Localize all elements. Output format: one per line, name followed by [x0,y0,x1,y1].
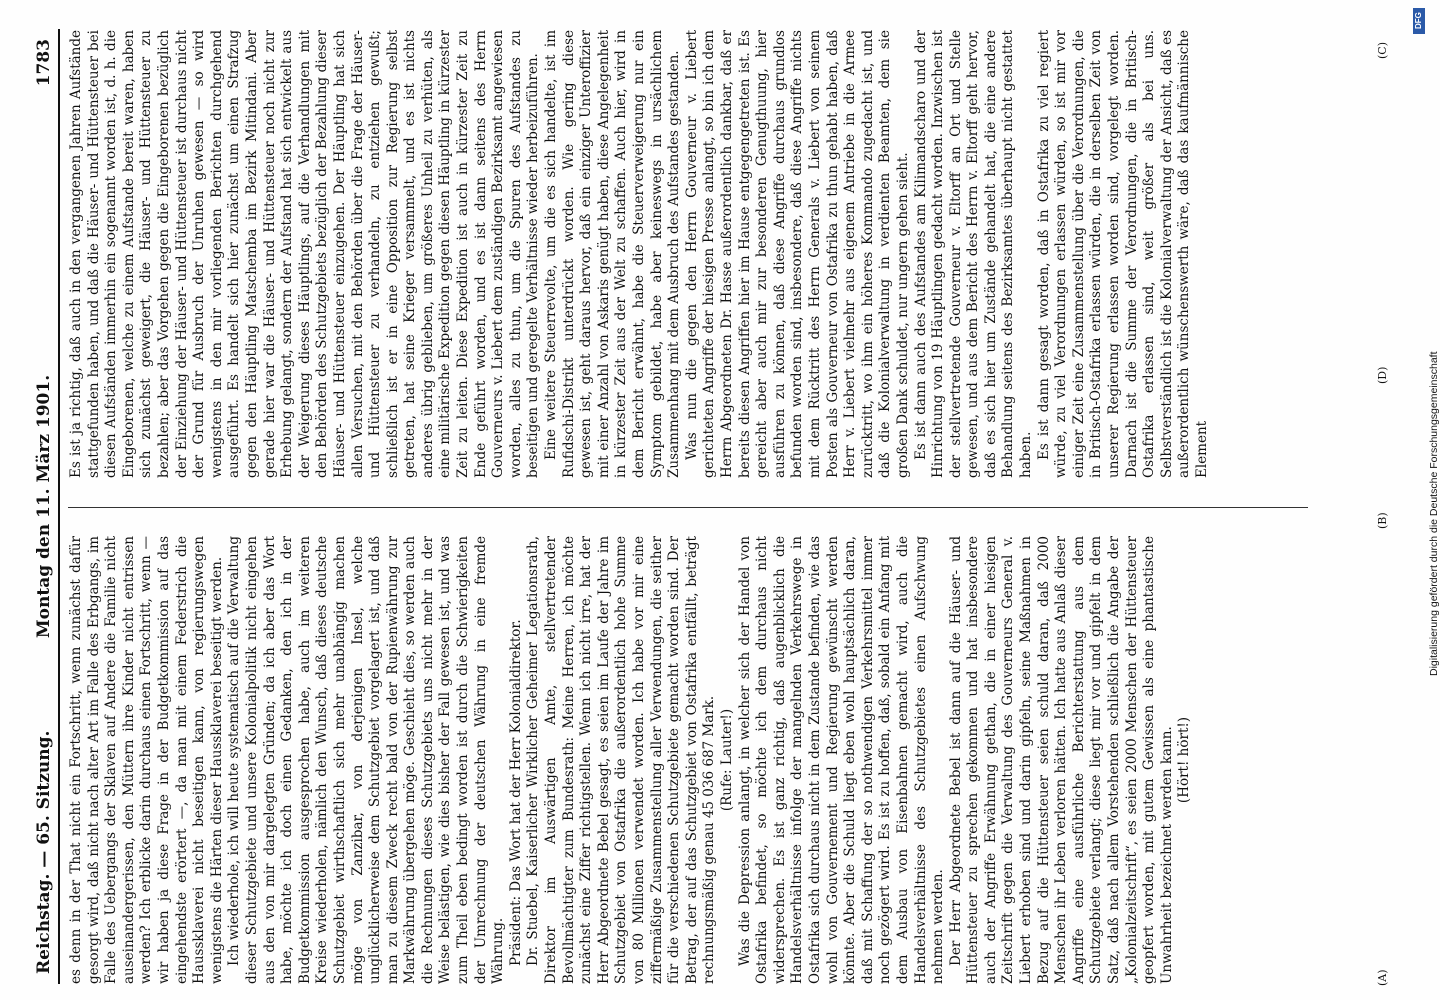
margin-marker-c: (C) [1376,42,1389,59]
interjection: (Hört! hört!) [1176,716,1193,804]
paragraph: Es ist dann auch des Aufstandes am Kilimandscharo und der Hinrichtung von 19 Häuptlingen gedacht worden. Inzwischen ist der stellvertretende Gouverneur v. Eltorff an Ort und Stelle gewesen, und aus dem Bericht des Herrn v. Eltorff geht hervor, daß es sich hier um Zustände gehandelt hat, die eine andere Behandlung seitens des Bezirksamtes überhaupt nicht gestattet haben. [912,30,1035,478]
dfg-logo: DFG [1413,8,1425,34]
paragraph: Es ist dann gesagt worden, daß in Ostafrika zu viel regiert würde, zu viel Verordnungen erlassen würden, so ist mir vor einiger Zeit eine Zusammenstellung über die Verordnungen, die in Britisch-Ostafrika erlassen würden, die in derselben Zeit von unserer Regierung erlassen worden sind, vorgelegt worden. Darnach ist die Summe der Verordnungen, die in Britisch-Ostafrika erlassen sind, weit größer als bei uns. Selbstverständlich ist die Kolonialverwaltung der Ansicht, daß es außerordentlich wünschenswerth wäre, daß das kaufmännische Element [1035,30,1210,478]
right-column [68,30,1368,478]
paragraph: es denn in der That nicht ein Fortschritt, wenn zunächst dafür gesorgt wird, daß nicht nach alter Art im Falle des Erbgangs, im Falle des Uebergangs der Sklaven auf Andere die Familie nicht auseinandergerissen, den Müttern ihre Kinder nicht entrissen werden? Ich erblicke darin durchaus einen Fortschritt, wenn — wir haben ja diese Frage in der Budgetkommission auf das eingehendste erörtert —, da man mit einem Federstrich die Haussklaverei nicht beseitigen kann, von regierungswegen wenigstens die Härten dieser Haussklaverei beseitigt werden. [68,536,225,984]
page-number: 1783 [34,39,54,87]
paragraph: Dr. Stuebel, Kaiserlicher Wirklicher Geheimer Legationsrath, Direktor im Auswärtigen Amte, stellvertretender Bevollmächtigter zum Bundesrath: Meine Herren, ich möchte zunächst eine Ziffer richtigstellen. Wenn ich nicht irre, hat der Herr Abgeordnete Bebel gesagt, es seien im Laufe der Jahre im Schutzgebiet von Ostafrika die außerordentlich hohe Summe von 80 Millionen verwendet worden. Ich habe vor mir eine ziffermäßige Zusammenstellung aller Verwendungen, die seither für die verschiedenen Schutzgebiete gemacht worden sind. Der Betrag, der auf das Schutzgebiet von Ostafrika entfällt, beträgt rechnungsmäßig genau 45 036 687 Mark. [525,536,718,984]
paragraph: Es ist ja richtig, daß auch in den vergangenen Jahren Aufstände stattgefunden haben, und daß die Häuser- und Hüttensteuer bei diesen Aufständen immerhin ein sogenannt worden ist, d. h. die Eingeborenen, welche zu einem Aufstande bereit waren, haben sich zunächst geweigert, die Häuser- und Hüttensteuer zu bezahlen; aber das Vorgehen gegen die Eingeborenen bezüglich der Einziehung der Häuser- und Hüttensteuer ist durchaus nicht der Grund für Ausbruch der Unruhen gewesen — so wird wenigstens in den mir vorliegenden Berichten durchgehend ausgeführt. Es handelt sich hier zunächst um einen Strafzug gegen den Häuptling Matschemba im Bezirk Mitindani. Aber gerade hier war die Häuser- und Hüttensteuer noch nicht zur Erhebung gelangt, sondern der Aufstand hat sich entwickelt aus der Weigerung dieses Häuptlings, auf die Verhandlungen mit den Behörden des Schutzgebiets bezüglich der Bezahlung dieser Häuser- und Hüttensteuer einzugehen. Der Häuptling hat sich allen Versuchen, mit den Behörden über die Frage der Häuser- und Hüttensteuer zu verhandeln, zu entziehen gewußt; schließlich ist er in eine Opposition zur Regierung selbst getreten, hat seine Krieger versammelt, und es ist nichts anderes übrig geblieben, um größeres Unheil zu verhüten, als eine militärische Expedition gegen diesen Häuptling in kürzester Zeit zu leiten. Diese Expedition ist auch in kürzester Zeit zu Ende geführt worden, und es ist dann seitens des Herrn Gouverneurs v. Liebert dem zuständigen Bezirksamt angewiesen worden, alles zu thun, um die Spuren des Aufstandes zu beseitigen und geregelte Verhältnisse wieder herbeizuführen. [68,30,542,478]
column-rule [68,507,1308,508]
page-content [24,29,1394,984]
margin-marker-a: (A) [1376,969,1389,986]
paragraph: Eine weitere Steuerrevolte, um die es sich handelte, ist im Rufidschi-Distrikt unterdrückt worden. Wie gering diese gewesen ist, geht daraus hervor, daß ein einziger Unteroffizier mit einer Anzahl von Askaris genügt haben, diese Angelegenheit in kürzester Zeit aus der Welt zu schaffen. Auch hier, wird in dem Bericht erwähnt, habe die Steuerverweigerung nur ein Symptom gebildet, habe aber keineswegs in ursächlichem Zusammenhang mit dem Ausbruch des Aufstandes gestanden. [543,30,683,478]
interjection: (Rufe: Lauter!) [718,708,735,812]
paragraph: Der Herr Abgeordnete Bebel ist dann auf die Häuser- und Hüttensteuer zu sprechen gekommen und hat insbesondere auch der Angriffe Erwähnung gethan, die in einer hiesigen Zeitschrift gegen die Verwaltung des Gouverneurs General v. Liebert erhoben sind und darin gipfeln, seine Maßnahmen in Bezug auf die Hüttensteuer seien schuld daran, daß 2000 Menschen ihr Leben verloren hätten. Ich hatte aus Anlaß dieser Angriffe eine ausführliche Berichterstattung aus dem Schutzgebiete verlangt; diese liegt mir vor und gipfelt in dem Satz, daß nach allem Vorstehenden schließlich die Angabe der „Kolonialzeitschrift“, es seien 2000 Menschen der Hüttensteuer geopfert worden, mit gutem Gewissen als eine phantastische Unwahrheit bezeichnet werden kann. [947,536,1175,984]
margin-marker-d: (D) [1376,366,1389,384]
digitization-credit: Digitalisierung gefördert durch die Deutsche Forschungsgemeinschaft [1428,351,1440,676]
paragraph: Was nun die gegen den Herrn Gouverneur v. Liebert gerichteten Angriffe der hiesigen Presse anlangt, so bin ich dem Herrn Abgeordneten Dr. Hasse außerordentlich dankbar, daß er bereits diesen Angriffen hier im Hause entgegengetreten ist. Es gereicht aber auch mir zur besonderen Genugthuung, hier ausführen zu können, daß diese Angriffe durchaus grundlos befunden worden sind, insbesondere, daß diese Angriffe nichts mit dem Rücktritt des Herrn Generals v. Liebert von seinem Posten als Gouverneur von Ostafrika zu thun gehabt haben, daß Herr v. Liebert vielmehr aus eigenem Antriebe in die Armee zurücktritt, wo ihm ein höheres Kommando zugedacht ist, und daß die Kolonialverwaltung in verdienten Beamten, dem sie großen Dank schuldet, nur ungern gehen sieht. [683,30,911,478]
left-column [68,536,1368,984]
speaker-line: Präsident: Das Wort hat der Herr Kolonialdirektor. [507,619,524,966]
running-header [24,29,60,984]
header-left: Reichstag. — 65. Sitzung. [34,730,54,974]
paragraph: Was die Depression anlangt, in welcher sich der Handel von Ostafrika befindet, so möchte ich dem durchaus nicht widersprechen. Es ist ganz richtig, daß augenblicklich die Handelsverhältnisse infolge der mangelnden Verkehrswege in Ostafrika sich durchaus nicht in dem Zustande befinden, wie das wohl von Gouvernement und Regierung gewünscht werden könnte. Aber die Schuld liegt eben wohl hauptsächlich daran, daß mit Schaffung der so nothwendigen Verkehrsmittel immer noch gezögert wird. Es ist zu hoffen, daß, sobald ein Anfang mit dem Ausbau von Eisenbahnen gemacht wird, auch die Handelsverhältnisse des Schutzgebietes einen Aufschwung nehmen werden. [736,536,947,984]
digitization-note [1408,0,1440,1000]
paragraph: Ich wiederhole, ich will heute systematisch auf die Verwaltung dieser Schutzgebiete und unsere Kolonialpolitik nicht eingehen aus den von mir dargelegten Gründen; da ich aber das Wort habe, möchte ich doch einen Gedanken, den ich in der Budgetkommission ausgesprochen habe, auch im weiteren Kreise wiederholen, nämlich den Wunsch, daß dieses deutsche Schutzgebiet wirthschaftlich sich mehr unabhängig machen möge von Zanzibar, von derjenigen Insel, welche unglücklicherweise dem Schutzgebiet vorgelagert ist, und daß man zu diesem Zweck recht bald von der Rupienwährung zur Markwährung übergehen möge. Geschieht dies, so werden auch die Rechnungen dieses Schutzgebiets uns nicht mehr in der Weise belästigen, wie dies bisher der Fall gewesen ist, und was zum Theil eben bedingt worden ist durch die Schwierigkeiten der Umrechnung der deutschen Währung in eine fremde Währung. [226,536,507,984]
margin-marker-b: (B) [1376,512,1389,529]
header-date: Montag den 11. März 1901. [34,374,54,639]
